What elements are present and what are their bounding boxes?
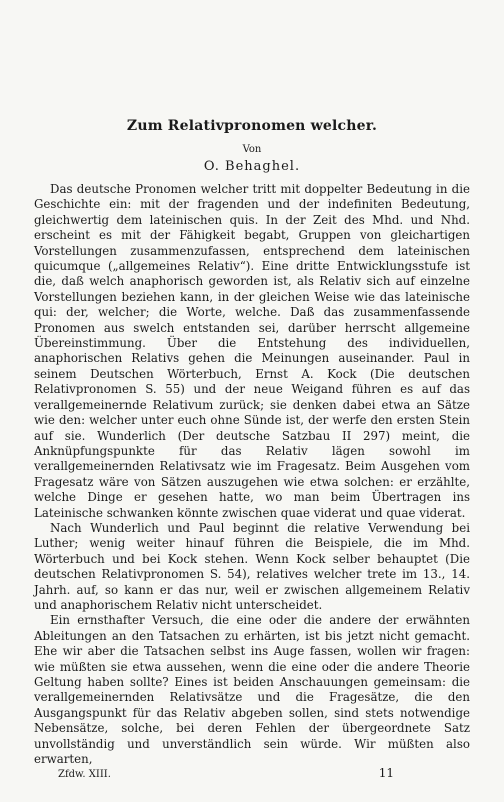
- paragraph-2: Nach Wunderlich und Paul beginnt die relative Verwendung bei Luther; wenig weiter hinauf führen die Beispiele, die im Mhd. Wörterbuch und bei Kock stehen. Wenn Kock selber behauptet (Die deutschen Relativpronomen S. 54), relatives welcher trete im 13., 14. Jahrh. auf, so kann er das nur, weil er zwischen allgemeinem Relativ und anaphorischem Relativ nicht unterscheidet.: [34, 520, 470, 612]
- sheet-signature: Zfdw. XIII.: [58, 769, 111, 780]
- article-body: [34, 182, 470, 767]
- paragraph-1: Das deutsche Pronomen welcher tritt mit doppelter Bedeutung in die Geschichte ein: mit der fragenden und der indefiniten Bedeutung, gleichwertig dem lateinischen quis. In der Zeit des Mhd. und Nhd. erscheint es mit der Fähigkeit begabt, Gruppen von gleichartigen Vorstellungen zusammenzufassen, entsprechend dem lateinischen quicumque („allgemeines Relativ“). Eine dritte Entwicklungsstufe ist die, daß welch anaphorisch geworden ist, als Relativ sich auf einzelne Vorstellungen beziehen kann, in der gleichen Weise wie das lateinische qui: der, welcher; die Worte, welche. Daß das zusammenfassende Pronomen aus swelch entstanden sei, darüber herrscht allgemeine Übereinstimmung. Über die Entstehung des individuellen, anaphorischen Relativs gehen die Meinungen auseinander. Paul in seinem Deutschen Wörterbuch, Ernst A. Kock (Die deutschen Relativpronomen S. 55) und der neue Weigand führen es auf das verallgemeinernde Relativum zurück; sie denken dabei etwa an Sätze wie den: welcher unter euch ohne Sünde ist, der werfe den ersten Stein auf sie. Wunderlich (Der deutsche Satzbau II 297) meint, die Anknüpfungspunkte für das Relativ lägen sowohl im verallgemeinernden Relativsatz wie im Fragesatz. Beim Ausgehen vom Fragesatz wäre von Sätzen auszugehen wie etwa solchen: er erzählte, welche Dinge er gesehen hatte, wo man beim Übertragen ins Lateinische schwanken könnte zwischen quae viderat und quae viderat.: [34, 182, 470, 520]
- article-title: Zum Relativpronomen welcher.: [126, 118, 378, 134]
- page-footer: [58, 766, 394, 780]
- page-number: 11: [378, 766, 394, 780]
- byline: Von: [242, 144, 262, 155]
- paragraph-3: Ein ernsthafter Versuch, die eine oder die andere der erwähnten Ableitungen an den Tatsachen zu erhärten, ist bis jetzt nicht gemacht. Ehe wir aber die Tatsachen selbst ins Auge fassen, wollen wir fragen: wie müßten sie etwa aussehen, wenn die eine oder die andere Theorie Geltung haben sollte? Eines ist beiden Anschauungen gemeinsam: die verallgemeinernden Relativsätze und die Fragesätze, die den Ausgangspunkt für das Relativ abgeben sollen, sind stets notwendige Nebensätze, solche, bei deren Fehlen der übergeordnete Satz unvollständig und unverständlich sein würde. Wir müßten also erwarten,: [34, 613, 470, 767]
- author-name: O. Behaghel.: [203, 159, 301, 174]
